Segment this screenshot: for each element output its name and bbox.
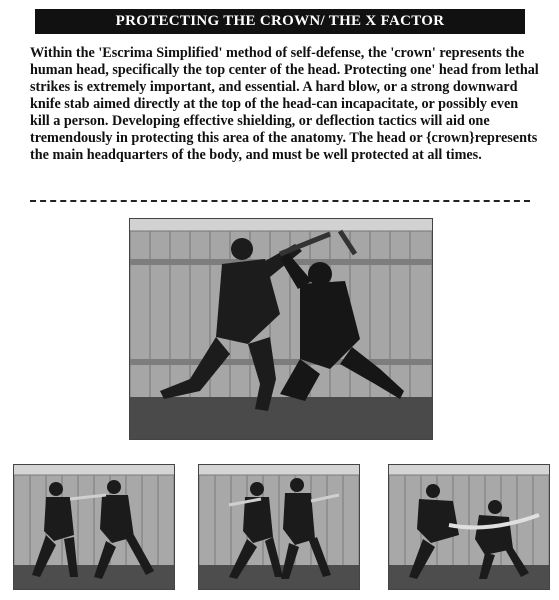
- sequence-photo-2: [198, 464, 360, 590]
- main-photo-illustration: [130, 219, 432, 439]
- page-title: PROTECTING THE CROWN/ THE X FACTOR: [115, 13, 445, 29]
- sequence-photo-3-illustration: [389, 465, 549, 589]
- sequence-photo-1: [13, 464, 175, 590]
- sequence-photo-3: [388, 464, 550, 590]
- sequence-photo-2-illustration: [199, 465, 359, 589]
- page-title-banner: [35, 9, 525, 34]
- section-divider: [30, 200, 530, 202]
- body-paragraph: Within the 'Escrima Simplified' method of self-defense, the 'crown' represents the human head, specifically the top center of the head. Protecting one' head from lethal strikes is extremely important, and essential. A hard blow, or a strong downward knife stab aimed directly at the top of the head-can incapacitate, or possibly even kill a person. Developing effective shielding, or deflection tactics will aid one tremendously in protecting this area of the anatomy. The head or {crown}represents the main headquarters of the body, and must be well protected at all times.: [30, 45, 539, 163]
- main-photo: [129, 218, 433, 440]
- sequence-photo-1-illustration: [14, 465, 174, 589]
